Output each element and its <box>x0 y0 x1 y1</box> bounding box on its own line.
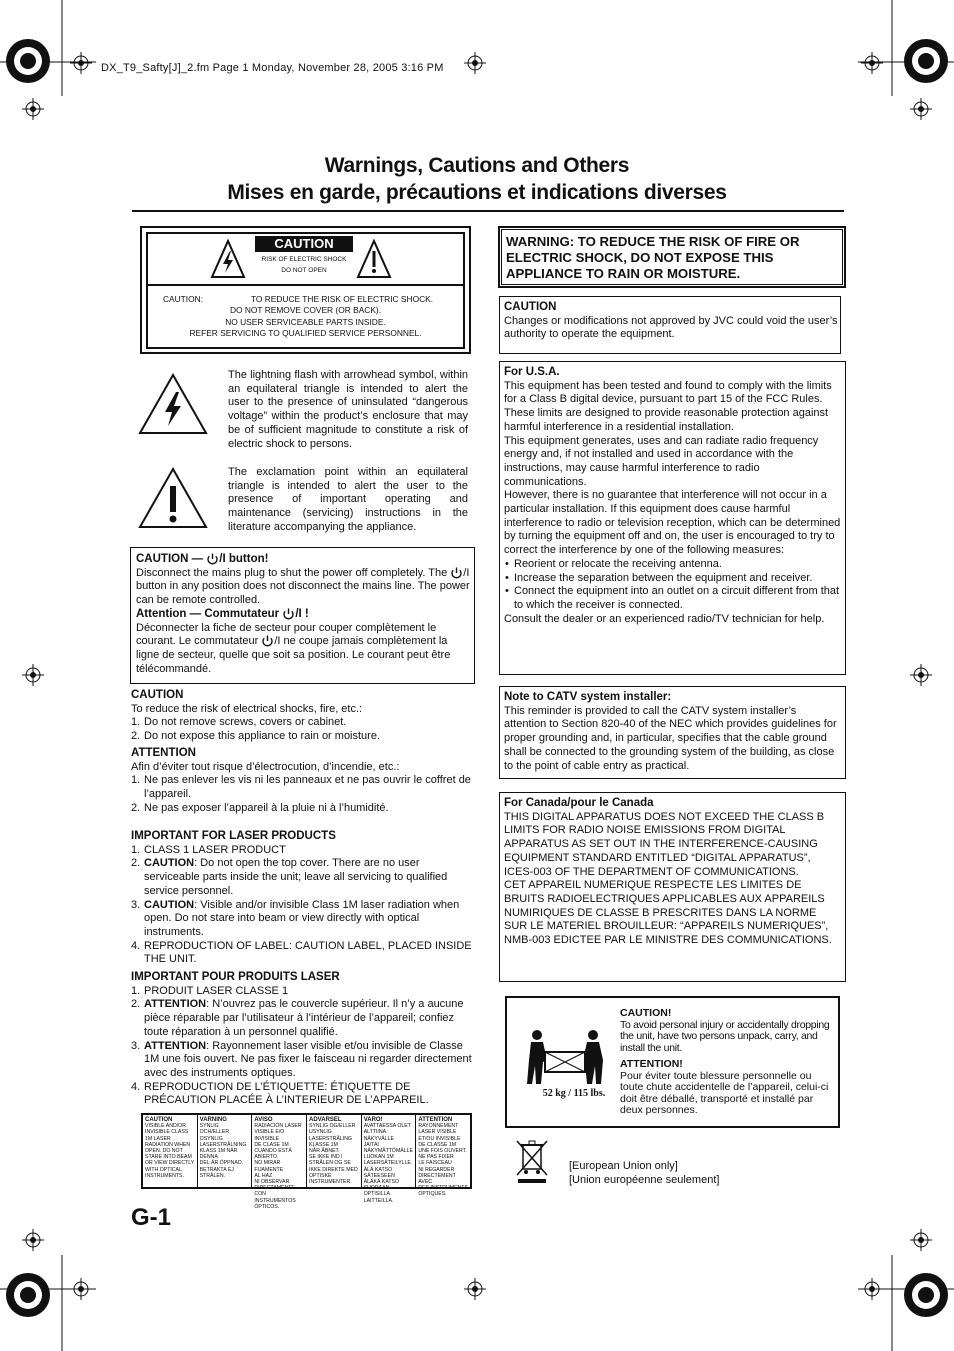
laser-heading-english: IMPORTANT FOR LASER PRODUCTS <box>131 830 336 842</box>
list-item: 4. REPRODUCTION OF LABEL: CAUTION LABEL, PLACED INSIDE THE UNIT. <box>131 939 472 966</box>
corner-target-icon <box>3 36 53 86</box>
caution-list <box>131 716 476 743</box>
canada-text-english: THIS DIGITAL APPARATUS DOES NOT EXCEED THE CLASS B LIMITS FOR RADIO NOISE EMISSIONS FROM DIGITAL APPARATUS AS SET OUT IN THE INTERFERENCE-CAUSING EQUIPMENT STANDARD ENTITLED “DIGITAL APPARATUS”, ICES-003 OF THE DEPARTMENT OF COMMUNICATIONS. <box>504 810 825 878</box>
attention-heading: ATTENTION <box>131 746 196 759</box>
canada-text-french: CET APPAREIL NUMERIQUE RESPECTE LES LIMITES DE BRUITS RADIOELECTRIQUES APPLICABLES AUX APPAREILS NUMIRIQUES DE CLASSE B PRESCRITES DANS LA NORME SUR LE MATERIEL BROUILLEUR: “APPAREILS NUMERIQUES”, NMB-003 EDICTEE PAR LE MINISTRE DES COMMUNICATIONS. <box>504 879 832 947</box>
power-attention-heading: Attention — Commutateur <box>136 607 280 620</box>
weight-label: 52 kg / 115 lbs. <box>542 1088 606 1099</box>
list-item: 1. PRODUIT LASER CLASSE 1 <box>131 984 289 997</box>
corner-target-icon <box>901 1270 951 1320</box>
title-rule <box>132 210 844 212</box>
power-caution-text: Disconnect the mains plug to shut the power off completely. The <box>136 566 448 579</box>
heavy-caution-heading: CAUTION! <box>620 1007 672 1019</box>
page-number: G-1 <box>131 1204 172 1231</box>
exclamation-triangle-icon <box>137 466 209 530</box>
registration-mark-icon <box>22 664 44 686</box>
label-caution-text: CAUTION: TO REDUCE THE RISK OF ELECTRIC SHOCK. DO NOT REMOVE COVER (OR BACK). NO USER SERVICEABLE PARTS INSIDE. REFER SERVICING TO QUALIFIED SERVICE PERSONNEL. <box>163 294 434 339</box>
laser-heading-french: IMPORTANT POUR PRODUITS LASER <box>131 971 340 983</box>
list-item: • Connect the equipment into an outlet on a circuit different from that to which the receiver is connected. <box>504 585 845 612</box>
attention-list <box>131 774 476 815</box>
heavy-attention-text: Pour éviter toute blessure personnelle ou toute chute accidentelle de l’appareil, celui-ci doit être déballé, transporté et installé par deux personnes. <box>620 1069 829 1116</box>
list-item: 1. Ne pas enlever les vis ni les panneaux et ne pas ouvrir le coffret de l’appareil. <box>131 774 471 800</box>
power-caution-heading: CAUTION — <box>136 553 204 566</box>
canada-heading: For Canada/pour le Canada <box>504 797 654 809</box>
eu-notice <box>569 1160 719 1187</box>
registration-mark-icon <box>910 664 932 686</box>
usa-paragraph-4: Consult the dealer or an experienced radio/TV technician for help. <box>504 612 825 625</box>
usa-paragraph-2: This equipment generates, uses and can radiate radio frequency energy and, if not installed and used in accordance with the instructions, may cause harmful interference to radio communications. <box>504 434 819 488</box>
caution-section <box>131 689 476 815</box>
catv-heading: Note to CATV system installer: <box>504 691 672 703</box>
jvc-caution-heading: CAUTION <box>504 301 557 313</box>
laser-section-english <box>131 830 476 967</box>
label-column: VARO! AVATTAESSA OLET ALTTIINA NÄKYVÄLLE JA/TAI NÄKYMÄTTÖMÄLLE LUOKAN 1M LASERSÄTEILYLLE. ÄLÄ KATSO SÄTEESEEN ÄLÄKÄ KATSO SUORAAN OPTISILLA LAITTEILLA. <box>362 1115 417 1187</box>
usa-fcc-box <box>499 361 846 675</box>
heavy-unit-caution-box <box>505 996 840 1128</box>
registration-mark-icon <box>464 52 486 74</box>
two-person-lift-icon <box>523 1028 607 1086</box>
page-title-english: Warnings, Cautions and Others <box>324 154 630 177</box>
heavy-attention-heading: ATTENTION! <box>620 1058 683 1070</box>
risk-text-line-1: RISK OF ELECTRIC SHOCK <box>261 256 347 263</box>
registration-mark-icon <box>70 1278 92 1300</box>
registration-mark-icon <box>70 52 92 74</box>
registration-mark-icon <box>22 98 44 120</box>
heavy-caution-text: To avoid personal injury or accidentally dropping the unit, have two persons unpack, carry, and install the unit. <box>620 1018 830 1054</box>
label-column: CAUTION VISIBLE AND/OR INVISIBLE CLASS 1M LASER RADIATION WHEN OPEN. DO NOT STARE INTO BEAM OR VIEW DIRECTLY WITH OPTICAL INSTRUMENTS. <box>143 1115 198 1187</box>
catv-box <box>499 686 846 779</box>
usa-paragraph-3: However, there is no guarantee that interference will not occur in a particular installation. If this equipment does cause harmful interference to radio or television reception, which can be determined by turning the equipment off and on, the user is encouraged to try to correct the interference by one of the following measures: <box>504 489 841 557</box>
power-icon <box>261 635 274 647</box>
warning-text: WARNING: TO REDUCE THE RISK OF FIRE OR ELECTRIC SHOCK, DO NOT EXPOSE THIS APPLIANCE TO RAIN OR MOISTURE. <box>506 234 800 281</box>
list-item: 2. Ne pas exposer l’appareil à la pluie ni à l’humidité. <box>131 801 389 814</box>
list-item: 1. Do not remove screws, covers or cabinet. <box>131 716 347 729</box>
jvc-caution-box <box>499 296 841 354</box>
warning-box <box>498 226 846 288</box>
list-item: 2. ATTENTION: N’ouvrez pas le couvercle supérieur. Il n’y a aucune pièce réparable par l’utilisateur à l’intérieur de l’appareil; confiez toute réparation à un personnel qualifié. <box>131 998 464 1038</box>
power-icon <box>450 567 463 579</box>
registration-mark-icon <box>861 1278 883 1300</box>
list-item: 3. CAUTION: Visible and/or invisible Class 1M laser radiation when open. Do not stare into beam or view directly with optical instruments. <box>131 898 460 938</box>
list-item: 1. CLASS 1 LASER PRODUCT <box>131 843 286 856</box>
corner-target-icon <box>3 1270 53 1320</box>
risk-text-line-2: DO NOT OPEN <box>281 267 327 274</box>
list-item: 3. ATTENTION: Rayonnement laser visible et/ou invisible de Classe 1M une fois ouvert. Ne pas fixer le faisceau ni regarder directement avec des instruments optiques. <box>131 1039 472 1079</box>
lightning-triangle-icon <box>137 372 209 436</box>
file-header-line: DX_T9_Safty[J]_2.fm Page 1 Monday, November 28, 2005 3:16 PM <box>101 62 444 74</box>
caution-heading: CAUTION <box>131 689 184 701</box>
laser-section-french <box>131 971 476 1108</box>
attention-intro: Afin d’éviter tout risque d’électrocution, d’incendie, etc.: <box>131 760 400 773</box>
list-item: • Reorient or relocate the receiving antenna. <box>504 558 845 572</box>
registration-mark-icon <box>910 1229 932 1251</box>
power-icon <box>282 608 295 620</box>
registration-mark-icon <box>22 1229 44 1251</box>
list-item: 2. Do not expose this appliance to rain or moisture. <box>131 730 381 743</box>
caution-label-box <box>140 226 471 354</box>
label-column: VARNING SYNLIG OCH/ELLER OSYNLIG LASERSTRÅLNING KLASS 1M NÄR DENNA DEL ÄR ÖPPNAD. BETRAKTA EJ STRÅLEN. <box>198 1115 253 1187</box>
usa-measures-list <box>504 558 845 613</box>
canada-box <box>499 792 846 982</box>
caution-intro: To reduce the risk of electrical shocks, fire, etc.: <box>131 702 363 715</box>
list-item: 2. CAUTION: Do not open the top cover. There are no user serviceable parts inside the unit; leave all servicing to qualified service personnel. <box>131 857 448 897</box>
registration-mark-icon <box>910 98 932 120</box>
list-item: 4. REPRODUCTION DE L’ÉTIQUETTE: ÉTIQUETTE DE PRÉCAUTION PLACÉE À L’INTERIEUR DE L’APPAREIL. <box>131 1080 429 1107</box>
power-attention-text: Déconnecter la fiche de secteur pour couper complètement le courant. Le commutateur <box>136 621 437 648</box>
usa-paragraph-1: This equipment has been tested and found to comply with the limits for a Class B digital device, pursuant to part 15 of the FCC Rules. These limits are designed to provide reasonable protection against harmful interference in a residential installation. <box>504 379 832 433</box>
exclamation-explanation: The exclamation point within an equilateral triangle is intended to alert the user to the presence of important operating and maintenance (servicing) instructions in the literature accompanying the appliance. <box>228 466 468 533</box>
eu-only-label-french: [Union européenne seulement] <box>569 1173 720 1186</box>
power-icon <box>206 553 219 565</box>
eu-only-label: [European Union only] <box>569 1160 678 1172</box>
power-button-caution-box: CAUTION — /I button! Disconnect the mains plug to shut the power off completely. The /I button in any position does not disconnect the mains line. The power can be remote controlled. Attention — Commutateur /I ! Déconnecter la fiche de secteur pour couper complètement le courant. Le commutateur /I ne coupe jamais complètement la ligne de secteur, quelle que soit sa position. Le courant peut être télécommandé. <box>130 547 475 684</box>
laser-warning-label <box>141 1113 472 1210</box>
exclamation-triangle-icon <box>356 238 392 280</box>
catv-text: This reminder is provided to call the CATV system installer’s attention to Section 820-40 of the NEC which provides guidelines for proper grounding and, in particular, specifies that the cable ground shall be connected to the grounding system of the building, as close to the point of cable entry as practical. <box>504 704 837 772</box>
crossed-out-wheelie-bin-icon <box>515 1137 549 1185</box>
label-column: AVISO RADIACIÓN LÁSER VISIBLE E/O INVISIBLE DE CLASE 1M CUANDO ESTÁ ABIERTO. NO MIRAR FIJAMENTE AL HAZ NI OBSERVAR DIRECTAMENTE CON INSTRUMENTOS ÓPTICOS. <box>252 1115 307 1187</box>
jvc-caution-text: Changes or modifications not approved by JVC could void the user’s authority to operate the equipment. <box>504 314 838 341</box>
usa-heading: For U.S.A. <box>504 366 560 378</box>
caution-tag: CAUTION <box>255 236 353 252</box>
label-caution-prefix: CAUTION: <box>163 294 204 304</box>
label-column: ADVARSEL SYNLIG OG/ELLER USYNLIG LASERSTRÅLING KLASSE 1M NÅR ÅBNET. SE IKKE IND I STRÅLEN OG SE IKKE DIREKTE MED OPTISKE INSTRUMENTER. <box>307 1115 362 1187</box>
lightning-triangle-icon <box>210 238 246 280</box>
page-title-french: Mises en garde, précautions et indications diverses <box>227 181 727 204</box>
registration-mark-icon <box>861 52 883 74</box>
label-column: ATTENTION RAYONNEMENT LASER VISIBLE ET/OU INVISIBLE DE CLASSE 1M UNE FOIS OUVERT. NE PAS FIXER LE FAISCEAU NI REGARDER DIRECTEMENT AVEC DES INSTRUMENTS OPTIQUES. <box>418 1117 468 1198</box>
registration-mark-icon <box>464 1278 486 1300</box>
corner-target-icon <box>901 36 951 86</box>
list-item: • Increase the separation between the equipment and receiver. <box>504 572 845 586</box>
lightning-explanation: The lightning flash with arrowhead symbol, within an equilateral triangle is intended to alert the user to the presence of uninsulated “dangerous voltage” within the product’s enclosure that may be of sufficient magnitude to constitute a risk of electric shock to persons. <box>228 369 468 450</box>
